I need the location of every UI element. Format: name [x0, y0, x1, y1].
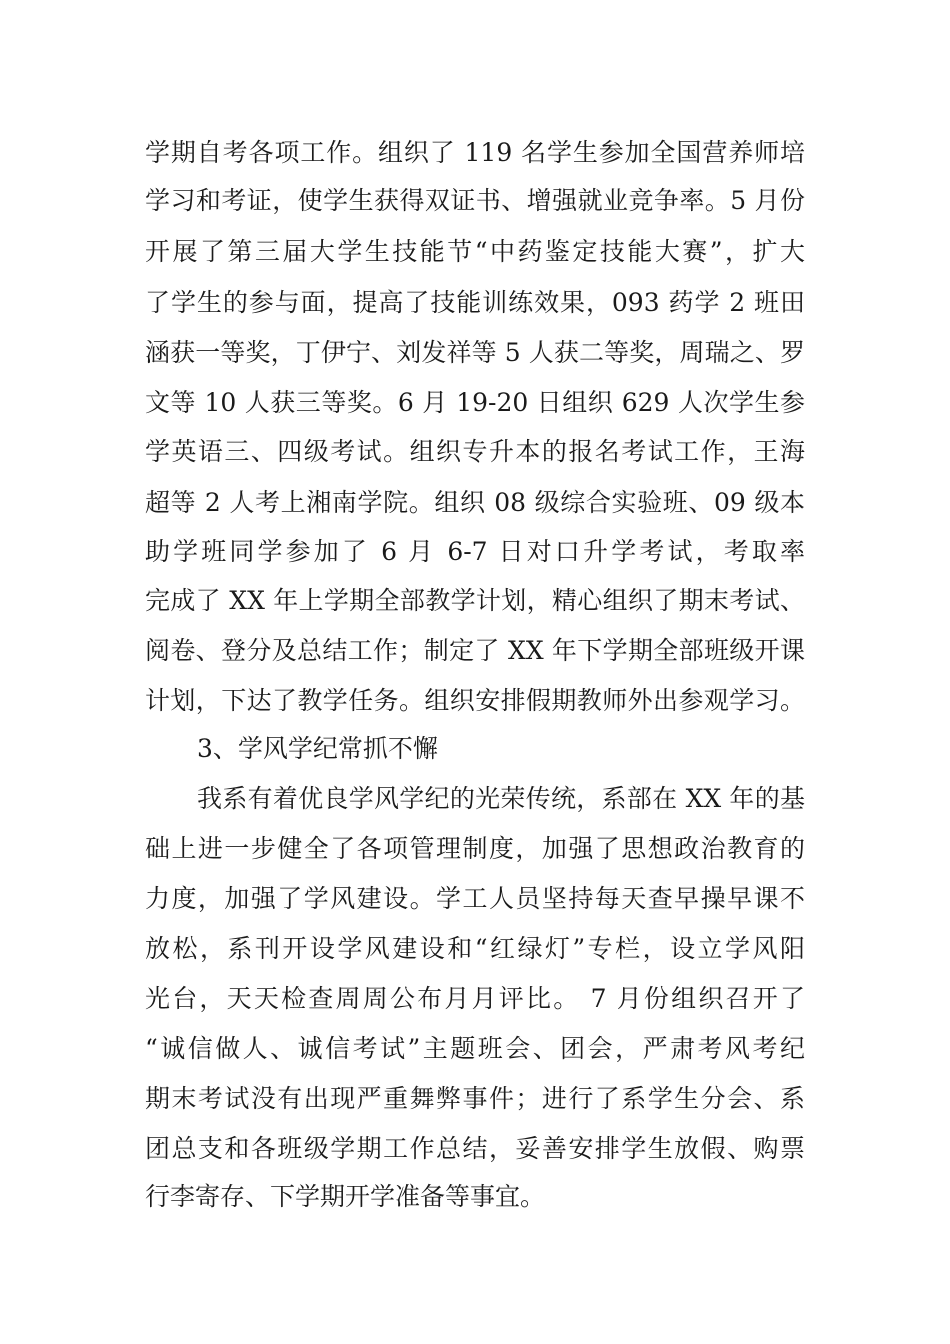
paragraph2-line-9: 行李寄存、下学期开学准备等事宜。 [145, 1182, 546, 1211]
paragraph2-line-3: 力度，加强了学风建设。学工人员坚持每天查早操早课不 [145, 884, 805, 913]
body-line-12: 计划，下达了教学任务。组织安排假期教师外出参观学习。 [145, 686, 805, 715]
paragraph2-line-6: “诚信做人、诚信考试”主题班会、团会，严肃考风考纪 [145, 1034, 805, 1063]
paragraph2-line-8: 团总支和各班级学期工作总结，妥善安排学生放假、购票 [145, 1134, 805, 1163]
body-line-8: 超等 2 人考上湘南学院。组织 08 级综合实验班、09 级本 [145, 488, 805, 517]
body-line-10: 完成了 XX 年上学期全部教学计划，精心组织了期末考试、 [145, 586, 805, 615]
body-line-1: 学期自考各项工作。组织了 119 名学生参加全国营养师培 [145, 138, 805, 167]
paragraph2-line-2: 础上进一步健全了各项管理制度，加强了思想政治教育的 [145, 834, 805, 863]
body-line-2: 学习和考证，使学生获得双证书、增强就业竞争率。5 月份 [145, 186, 805, 215]
paragraph2-line-5: 光台，天天检查周周公布月月评比。 7 月份组织召开了 [145, 984, 805, 1013]
body-line-11: 阅卷、登分及总结工作；制定了 XX 年下学期全部班级开课 [145, 636, 805, 665]
paragraph2-line-7: 期末考试没有出现严重舞弊事件；进行了系学生分会、系 [145, 1084, 805, 1113]
body-line-7: 学英语三、四级考试。组织专升本的报名考试工作，王海 [145, 437, 805, 466]
body-line-4: 了学生的参与面，提高了技能训练效果，093 药学 2 班田 [145, 288, 805, 317]
paragraph2-line-1: 我系有着优良学风学纪的光荣传统，系部在 XX 年的基 [197, 784, 805, 813]
body-line-5: 涵获一等奖，丁伊宁、刘发祥等 5 人获二等奖，周瑞之、罗 [145, 338, 805, 367]
paragraph2-line-4: 放松，系刊开设学风建设和“红绿灯”专栏，设立学风阳 [145, 934, 805, 963]
section-heading: 3、学风学纪常抓不懈 [197, 734, 438, 763]
body-line-3: 开展了第三届大学生技能节“中药鉴定技能大赛”，扩大 [145, 237, 805, 266]
body-line-6: 文等 10 人获三等奖。6 月 19-20 日组织 629 人次学生参 [145, 388, 805, 417]
body-line-9: 助学班同学参加了 6 月 6-7 日对口升学考试，考取率 [145, 537, 805, 566]
